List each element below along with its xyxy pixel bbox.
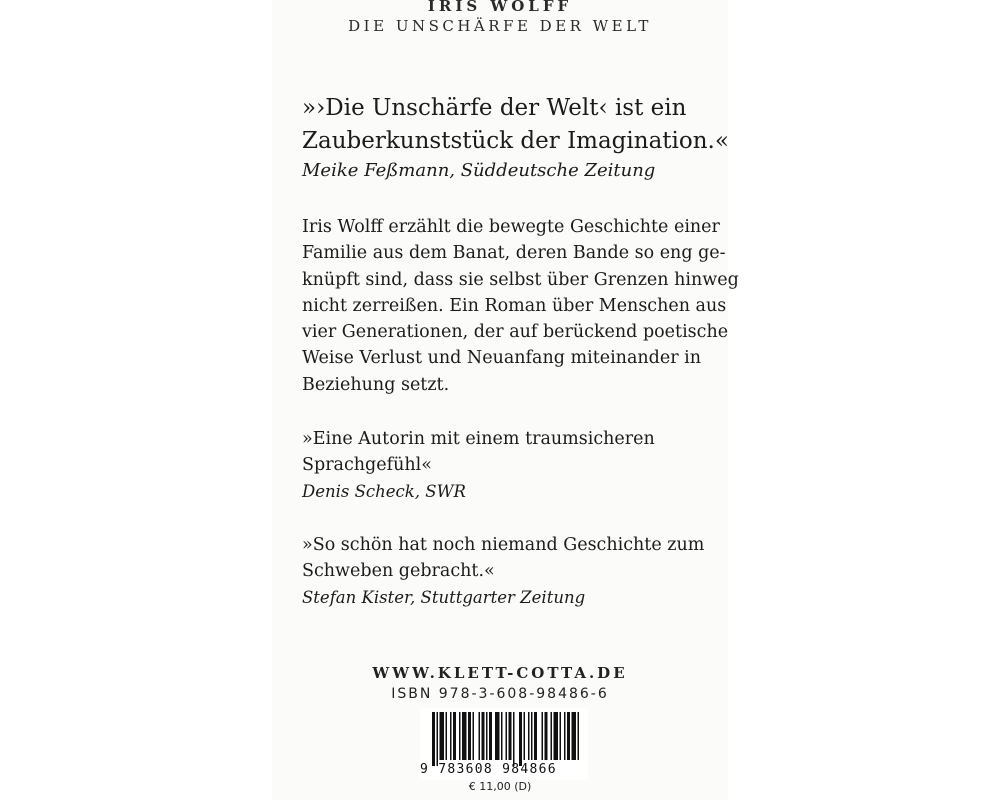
author-name: IRIS WOLFF — [427, 0, 573, 15]
barcode-bar — [453, 712, 456, 760]
barcode-bar — [495, 712, 500, 760]
featured-quote-line: »›Die Unschärfe der Welt‹ ist ein — [302, 95, 687, 121]
price-label: € 11,00 (D) — [468, 780, 532, 793]
publisher-url: WWW.KLETT-COTTA.DE — [372, 664, 628, 682]
review-quote-line: Sprachgefühl« — [302, 455, 432, 476]
barcode-bar — [432, 712, 435, 766]
barcode — [420, 708, 588, 780]
featured-quote-line: Zauberkunststück der Imagination.« — [302, 128, 729, 154]
barcode-bar — [534, 712, 537, 760]
featured-quote-source: Meike Feßmann, Süddeutsche Zeitung — [302, 160, 656, 181]
description-line: Iris Wolff erzählt die bewegte Geschichte einer — [302, 217, 720, 237]
barcode-bar — [486, 712, 488, 760]
barcode-bar — [450, 712, 452, 760]
review-quote-source: Stefan Kister, Stuttgarter Zeitung — [302, 588, 586, 607]
barcode-bar — [482, 712, 485, 760]
barcode-digits: 9 783608 984866 — [420, 762, 557, 777]
barcode-bar — [437, 712, 439, 766]
barcode-bar — [572, 712, 577, 760]
review-quote-line: »So schön hat noch niemand Geschichte zum — [302, 535, 705, 555]
barcode-bar — [468, 712, 471, 760]
description-line: vier Generationen, der auf berückend poetische — [302, 322, 729, 343]
description-line: Familie aus dem Banat, deren Bande so eng ge- — [302, 243, 726, 264]
barcode-bar — [513, 712, 515, 766]
review-quote — [302, 426, 722, 479]
barcode-bar — [473, 712, 475, 760]
barcode-bar — [506, 712, 508, 760]
barcode-bar — [554, 712, 559, 760]
barcode-bar — [524, 712, 526, 760]
featured-quote — [302, 92, 729, 158]
review-quote-line: »Eine Autorin mit einem traumsicheren — [302, 429, 655, 449]
barcode-bar — [531, 712, 533, 760]
review-quote-line: Schweben gebracht.« — [302, 561, 495, 582]
barcode-bar — [567, 712, 570, 760]
barcode-bar — [459, 712, 461, 760]
barcode-bar — [509, 712, 512, 760]
description-line: Beziehung setzt. — [302, 374, 450, 395]
isbn-number: ISBN 978-3-608-98486-6 — [391, 686, 609, 702]
barcode-bar — [446, 712, 448, 760]
description-line: knüpft sind, dass sie selbst über Grenzen hinweg — [302, 269, 739, 290]
barcode-bar — [551, 712, 553, 760]
barcode-bars — [420, 708, 588, 766]
description-line: nicht zerreißen. Ein Roman über Menschen aus — [302, 295, 727, 316]
barcode-bar — [462, 712, 467, 760]
description-line: Weise Verlust und Neuanfang miteinander in — [302, 348, 702, 369]
barcode-bar — [501, 712, 503, 760]
book-description — [302, 214, 739, 398]
barcode-bar — [560, 712, 562, 760]
barcode-bar — [440, 712, 445, 760]
review-quote — [302, 532, 722, 585]
barcode-bar — [542, 712, 544, 760]
barcode-bar — [489, 712, 492, 760]
barcode-bar — [564, 712, 566, 760]
review-quote-source: Denis Scheck, SWR — [302, 482, 466, 501]
barcode-bar — [578, 712, 580, 760]
barcode-bar — [528, 712, 530, 760]
barcode-bar — [479, 712, 481, 760]
barcode-bar — [545, 712, 548, 760]
barcode-bar — [519, 712, 522, 766]
book-title: DIE UNSCHÄRFE DER WELT — [348, 17, 652, 35]
